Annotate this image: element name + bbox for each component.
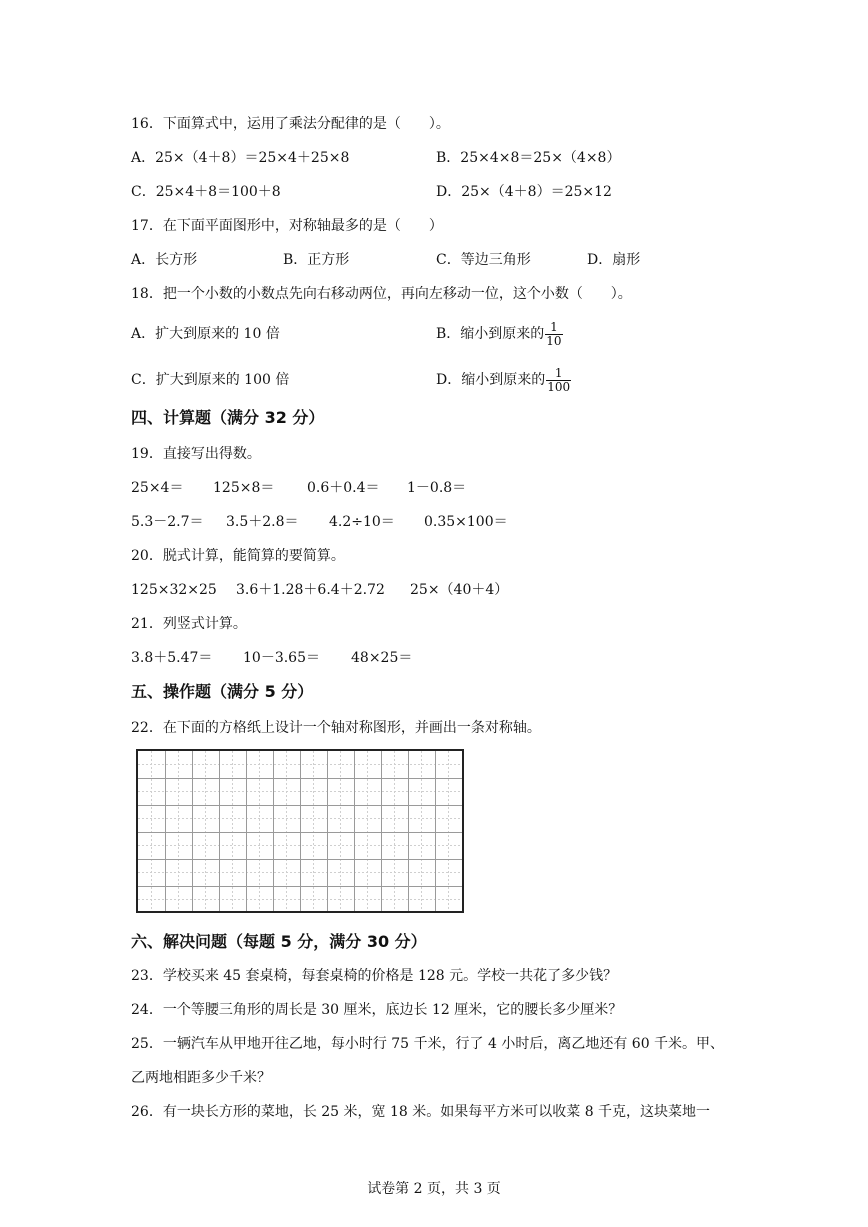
q19-item: 0.35×100＝ [424,514,508,530]
fraction-numerator: 1 [546,367,571,381]
q19-item: 4.2÷10＝ [329,514,395,530]
q21-item: 3.8＋5.47＝ [131,650,213,666]
q18-stem: 18．把一个小数的小数点先向右移动两位，再向左移动一位，这个小数（ ）。 [131,286,632,302]
q19-item: 1－0.8＝ [407,480,467,496]
q18-option-c: C．扩大到原来的 100 倍 [131,372,290,388]
q21-item: 48×25＝ [351,650,413,666]
q23-text: 23．学校买来 45 套桌椅，每套桌椅的价格是 128 元。学校一共花了多少钱？ [131,968,618,984]
q19-item: 5.3－2.7＝ [131,514,204,530]
q17-stem: 17．在下面平面图形中，对称轴最多的是（ ） [131,218,443,234]
q19-item: 25×4＝ [131,480,184,496]
q20-item: 125×32×25 [131,582,217,598]
fraction [545,321,562,348]
q20-item: 25×（40＋4） [410,582,509,598]
fraction-denominator: 10 [546,333,562,348]
fraction-denominator: 100 [547,379,571,394]
q16-option-b: B．25×4×8＝25×（4×8） [436,150,621,166]
q25-line1: 25．一辆汽车从甲地开往乙地，每小时行 75 千米，行了 4 小时后，离乙地还有 60 千米。甲、 [131,1036,725,1052]
page-footer: 试卷第 2 页，共 3 页 [367,1181,501,1197]
q18-option-a: A．扩大到原来的 10 倍 [131,326,280,342]
q21-item: 10－3.65＝ [243,650,320,666]
grid-paper[interactable] [136,749,464,913]
q18-option-b-text: B．缩小到原来的 [436,326,545,342]
q17-option-a: A．长方形 [131,252,198,268]
q16-option-c: C．25×4＋8＝100＋8 [131,184,281,200]
q18-option-d [436,360,571,400]
q17-option-d: D．扇形 [587,252,641,268]
grid-lines [138,751,462,911]
q16-option-a: A．25×（4＋8）＝25×4＋25×8 [131,150,350,166]
fraction-numerator: 1 [545,321,562,335]
q17-option-c: C．等边三角形 [436,252,531,268]
section-5-title: 五、操作题（满分 5 分） [131,682,314,701]
q18-option-b [436,314,563,354]
q22-stem: 22．在下面的方格纸上设计一个轴对称图形，并画出一条对称轴。 [131,720,541,736]
q26-text: 26．有一块长方形的菜地，长 25 米，宽 18 米。如果每平方米可以收菜 8 千克，这块菜地一 [131,1104,711,1120]
q19-item: 0.6＋0.4＝ [307,480,380,496]
q19-stem: 19．直接写出得数。 [131,446,261,462]
q19-item: 125×8＝ [213,480,275,496]
fraction [546,367,571,394]
q16-stem: 16．下面算式中，运用了乘法分配律的是（ ）。 [131,116,450,132]
q18-option-d-text: D．缩小到原来的 [436,372,546,388]
q20-stem: 20．脱式计算，能简算的要简算。 [131,548,345,564]
q24-text: 24．一个等腰三角形的周长是 30 厘米，底边长 12 厘米，它的腰长多少厘米？ [131,1002,623,1018]
q17-option-b: B．正方形 [283,252,350,268]
q16-option-d: D．25×（4＋8）＝25×12 [436,184,612,200]
q19-item: 3.5＋2.8＝ [226,514,299,530]
q20-item: 3.6＋1.28＋6.4＋2.72 [236,582,385,598]
q25-line2: 乙两地相距多少千米？ [131,1070,271,1086]
section-6-title: 六、解决问题（每题 5 分，满分 30 分） [131,932,427,951]
q21-stem: 21．列竖式计算。 [131,616,247,632]
section-4-title: 四、计算题（满分 32 分） [131,408,325,427]
